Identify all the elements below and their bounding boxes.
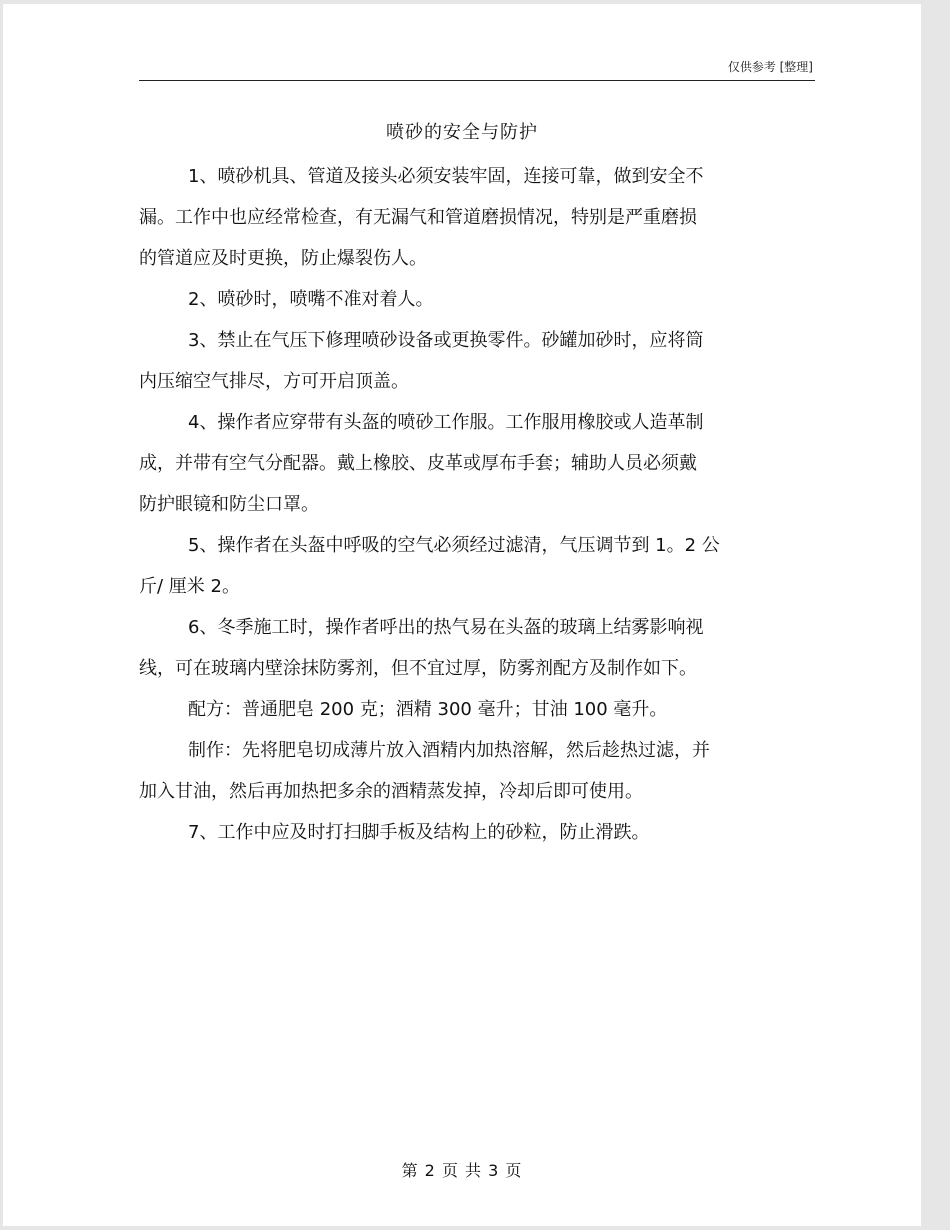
body-line: 斤/ 厘米 2。 (139, 576, 240, 597)
body-line: 防护眼镜和防尘口罩。 (139, 494, 319, 515)
document-page (3, 4, 921, 1226)
body-line: 6、冬季施工时，操作者呼出的热气易在头盔的玻璃上结雾影响视 (188, 617, 704, 638)
body-line: 3、禁止在气压下修理喷砂设备或更换零件。砂罐加砂时，应将筒 (188, 330, 704, 351)
body-line: 的管道应及时更换，防止爆裂伤人。 (139, 248, 427, 269)
page-footer: 第 2 页 共 3 页 (401, 1161, 523, 1180)
body-line: 内压缩空气排尽，方可开启顶盖。 (139, 371, 409, 392)
body-line: 漏。工作中也应经常检查，有无漏气和管道磨损情况，特别是严重磨损 (139, 207, 697, 228)
body-line: 成，并带有空气分配器。戴上橡胶、皮革或厚布手套；辅助人员必须戴 (139, 453, 697, 474)
body-line: 制作：先将肥皂切成薄片放入酒精内加热溶解，然后趁热过滤，并 (188, 740, 710, 761)
body-line: 加入甘油，然后再加热把多余的酒精蒸发掉，冷却后即可使用。 (139, 781, 643, 802)
body-line: 7、工作中应及时打扫脚手板及结构上的砂粒，防止滑跌。 (188, 822, 650, 843)
document-title: 喷砂的安全与防护 (386, 122, 538, 143)
body-line: 4、操作者应穿带有头盔的喷砂工作服。工作服用橡胶或人造革制 (188, 412, 704, 433)
body-line: 5、操作者在头盔中呼吸的空气必须经过滤清，气压调节到 1。2 公 (188, 535, 720, 556)
body-line: 线，可在玻璃内壁涂抹防雾剂，但不宜过厚，防雾剂配方及制作如下。 (139, 658, 697, 679)
page-header (139, 58, 815, 81)
body-line: 1、喷砂机具、管道及接头必须安装牢固，连接可靠，做到安全不 (188, 166, 704, 187)
body-line: 2、喷砂时，喷嘴不准对着人。 (188, 289, 434, 310)
document-body (139, 156, 815, 853)
body-line: 配方：普通肥皂 200 克；酒精 300 毫升；甘油 100 毫升。 (188, 699, 668, 720)
header-note: 仅供参考 [整理] (727, 60, 813, 74)
